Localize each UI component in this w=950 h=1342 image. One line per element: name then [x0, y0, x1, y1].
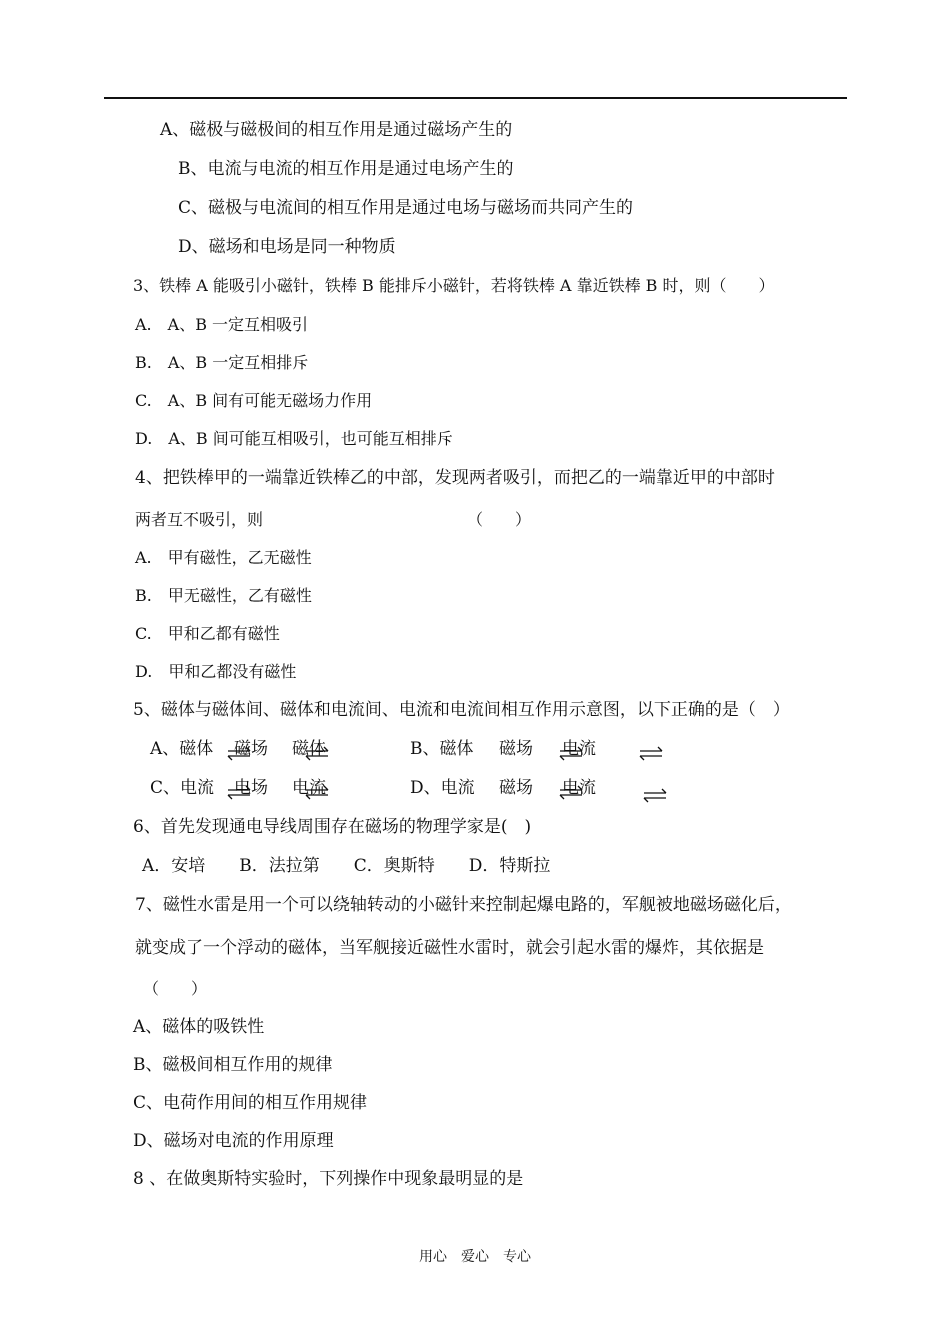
q6-options: A．安培 B．法拉第 C．奥斯特 D．特斯拉 [142, 856, 551, 876]
q6-stem: 6、首先发现通电导线周围存在磁场的物理学家是( ) [133, 817, 532, 837]
equilibrium-arrows-icon [304, 742, 330, 764]
q2-option-c: C、磁极与电流间的相互作用是通过电场与磁场而共同产生的 [178, 198, 634, 218]
q7-option-b: B、磁极间相互作用的规律 [133, 1055, 333, 1075]
q5-a-term3: 磁体 [292, 739, 326, 759]
q4-option-a: A. 甲有磁性，乙无磁性 [135, 548, 312, 567]
q7-stem-line1: 7、磁性水雷是用一个可以绕轴转动的小磁针来控制起爆电路的，军舰被地磁场磁化后， [135, 895, 792, 915]
q5-b-term2: 磁场 [499, 739, 533, 759]
q7-option-d: D、磁场对电流的作用原理 [133, 1131, 334, 1151]
equilibrium-arrows-icon [226, 742, 252, 764]
q3-option-a: A. A、B 一定互相吸引 [135, 315, 309, 334]
equilibrium-arrows-icon [558, 781, 584, 803]
q7-answer-paren: （ ） [143, 979, 208, 998]
q5-b-term1: B、磁体 [410, 739, 474, 759]
q7-stem-line2: 就变成了一个浮动的磁体，当军舰接近磁性水雷时，就会引起水雷的爆炸，其依据是 [135, 938, 764, 958]
equilibrium-arrows-icon [304, 781, 330, 803]
q5-b-term3: 电流 [562, 739, 596, 759]
q3-option-b: B. A、B 一定互相排斥 [135, 353, 309, 372]
equilibrium-arrows-icon [226, 781, 252, 803]
page-footer: 用心 爱心 专心 [419, 1249, 531, 1265]
q4-stem-line2: 两者互不吸引，则 [135, 510, 264, 529]
q4-option-c: C. 甲和乙都有磁性 [135, 624, 280, 643]
q5-a-term2: 磁场 [234, 739, 268, 759]
q5-stem: 5、磁体与磁体间、磁体和电流间、电流和电流间相互作用示意图，以下正确的是（ ） [133, 700, 790, 720]
q2-option-d: D、磁场和电场是同一种物质 [178, 237, 396, 257]
equilibrium-arrows-icon [642, 784, 668, 806]
q5-c-term1: C、电流 [150, 778, 215, 798]
q7-option-a: A、磁体的吸铁性 [133, 1017, 265, 1037]
q5-a-term1: A、磁体 [150, 739, 214, 759]
header-rule [104, 97, 847, 99]
equilibrium-arrows-icon [638, 742, 664, 764]
q5-c-term3: 电流 [292, 778, 326, 798]
equilibrium-arrows-icon [558, 742, 584, 764]
q3-option-d: D. A、B 间可能互相吸引，也可能互相排斥 [135, 429, 453, 448]
q8-stem: 8 、在做奥斯特实验时，下列操作中现象最明显的是 [133, 1169, 524, 1189]
q2-option-a: A、磁极与磁极间的相互作用是通过磁场产生的 [160, 120, 513, 140]
q5-d-term2: 磁场 [499, 778, 533, 798]
q2-option-b: B、电流与电流的相互作用是通过电场产生的 [178, 159, 514, 179]
q4-option-d: D. 甲和乙都没有磁性 [135, 662, 297, 681]
q3-option-c: C. A、B 间有可能无磁场力作用 [135, 391, 373, 410]
q5-c-term2: 电场 [234, 778, 268, 798]
q5-d-term1: D、电流 [410, 778, 475, 798]
q4-stem-line1: 4、把铁棒甲的一端靠近铁棒乙的中部，发现两者吸引，而把乙的一端靠近甲的中部时 [135, 468, 775, 488]
q5-d-term3: 电流 [562, 778, 596, 798]
q4-option-b: B. 甲无磁性，乙有磁性 [135, 586, 312, 605]
q3-stem: 3、铁棒 A 能吸引小磁针，铁棒 B 能排斥小磁针，若将铁棒 A 靠近铁棒 B 时，则（ ） [133, 276, 775, 295]
q7-option-c: C、电荷作用间的相互作用规律 [133, 1093, 368, 1113]
q4-answer-paren: （ ） [467, 510, 532, 529]
